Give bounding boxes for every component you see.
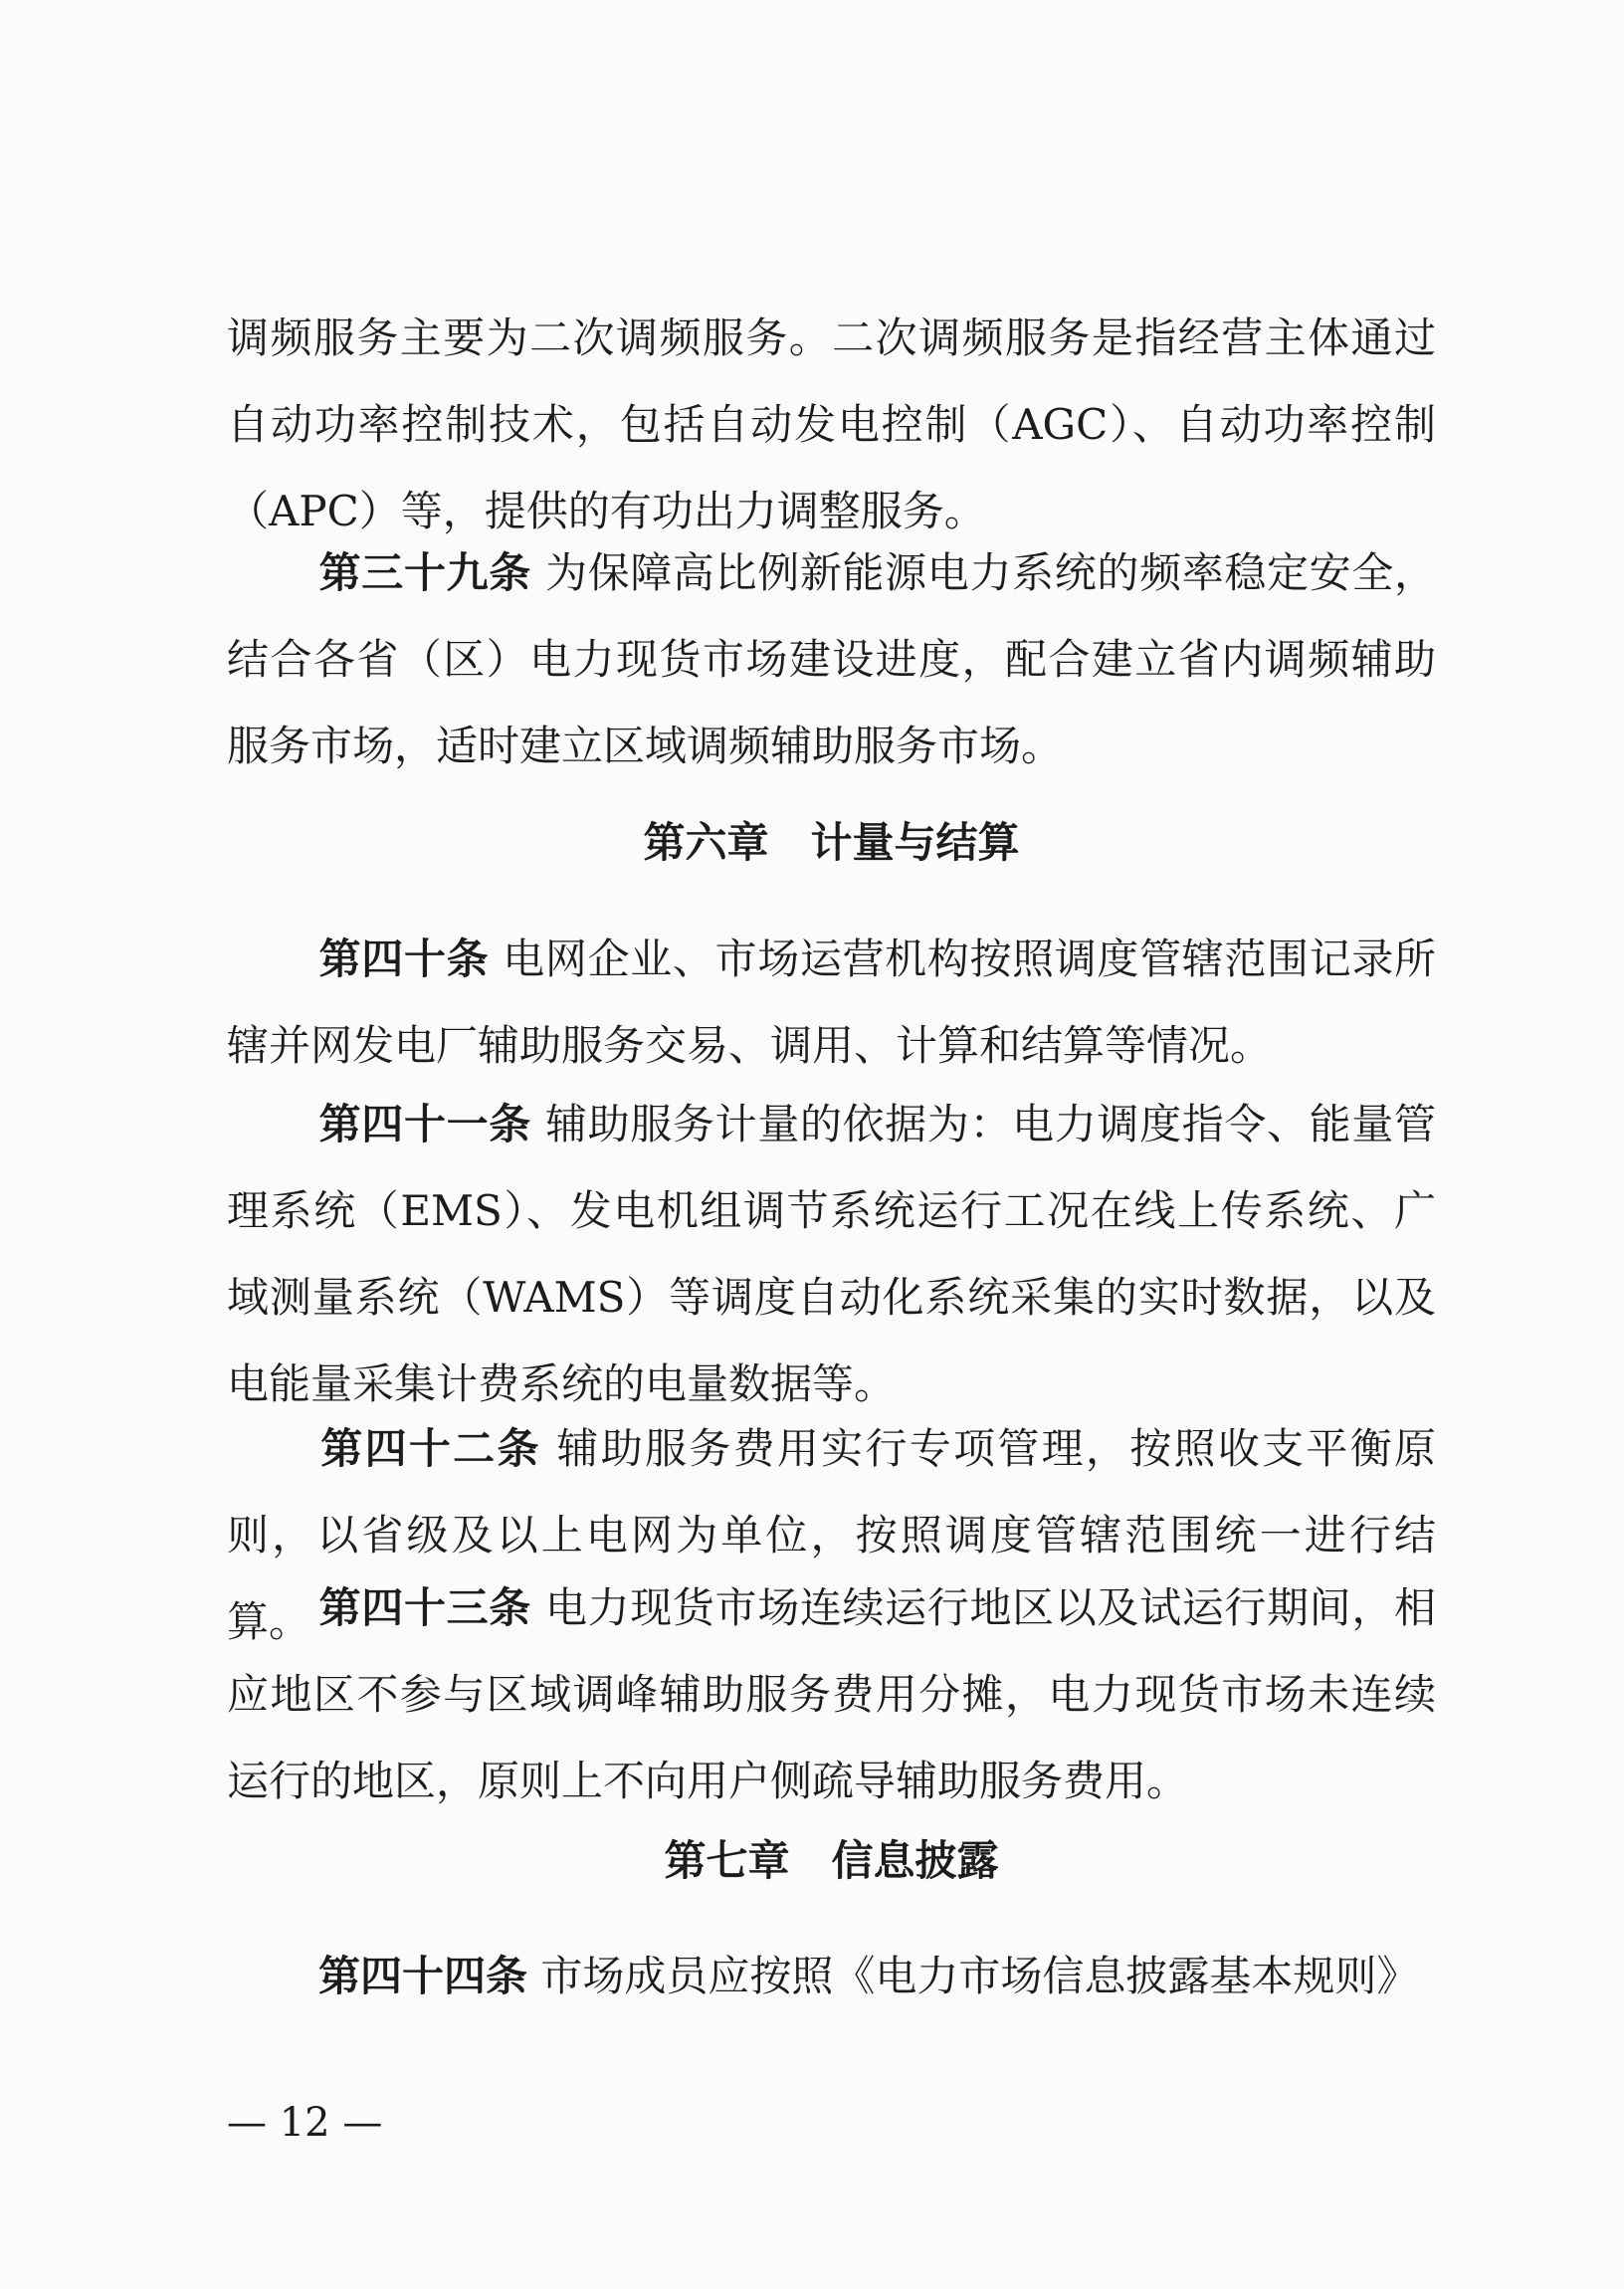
article-text: 为保障高比例新能源电力系统的频率稳定安全，结合各省（区）电力现货市场建设进度，配合建立省内调频辅助服务市场，适时建立区域调频辅助服务市场。 [227,548,1436,770]
article-text: 市场成员应按照《电力市场信息披露基本规则》 [540,1952,1419,2000]
article-text: 电网企业、市场运营机构按照调度管辖范围记录所辖并网发电厂辅助服务交易、调用、计算和结算等情况。 [227,935,1436,1070]
page-number: — 12 — [227,2100,383,2146]
paragraph-frequency-regulation [227,295,1436,554]
article-number: 第四十条 [318,935,490,983]
article-number: 第四十二条 [318,1424,541,1473]
article-number: 第四十三条 [318,1583,531,1632]
article-44 [227,1933,1436,2019]
article-text: 电力现货市场连续运行地区以及试运行期间，相应地区不参与区域调峰辅助服务费用分摊，电力现货市场未连续运行的地区，原则上不向用户侧疏导辅助服务费用。 [227,1583,1436,1805]
article-39 [227,529,1436,789]
article-number: 第三十九条 [318,548,531,597]
article-text: 辅助服务计量的依据为：电力调度指令、能量管理系统（EMS）、发电机组调节系统运行工况在线上传系统、广域测量系统（WAMS）等调度自动化系统采集的实时数据，以及电能量采集计费系统的电量数据等。 [227,1100,1436,1408]
article-40 [227,916,1436,1089]
chapter-title: 计量与结算 [810,818,1020,867]
chapter-heading-7 [227,1831,1436,1891]
article-number: 第四十四条 [318,1952,528,2000]
article-41 [227,1081,1436,1427]
paragraph-text: 调频服务主要为二次调频服务。二次调频服务是指经营主体通过自动功率控制技术，包括自动发电控制（AGC）、自动功率控制（APC）等，提供的有功出力调整服务。 [227,313,1436,535]
chapter-number: 第六章 [643,818,769,867]
chapter-number: 第七章 [664,1836,790,1885]
chapter-title: 信息披露 [831,1836,999,1885]
chapter-heading-6 [227,813,1436,873]
article-text: 辅助服务费用实行专项管理，按照收支平衡原则，以省级及以上电网为单位，按照调度管辖范围统一进行结算。 [227,1424,1436,1646]
article-43 [227,1564,1436,1824]
article-number: 第四十一条 [318,1100,531,1148]
